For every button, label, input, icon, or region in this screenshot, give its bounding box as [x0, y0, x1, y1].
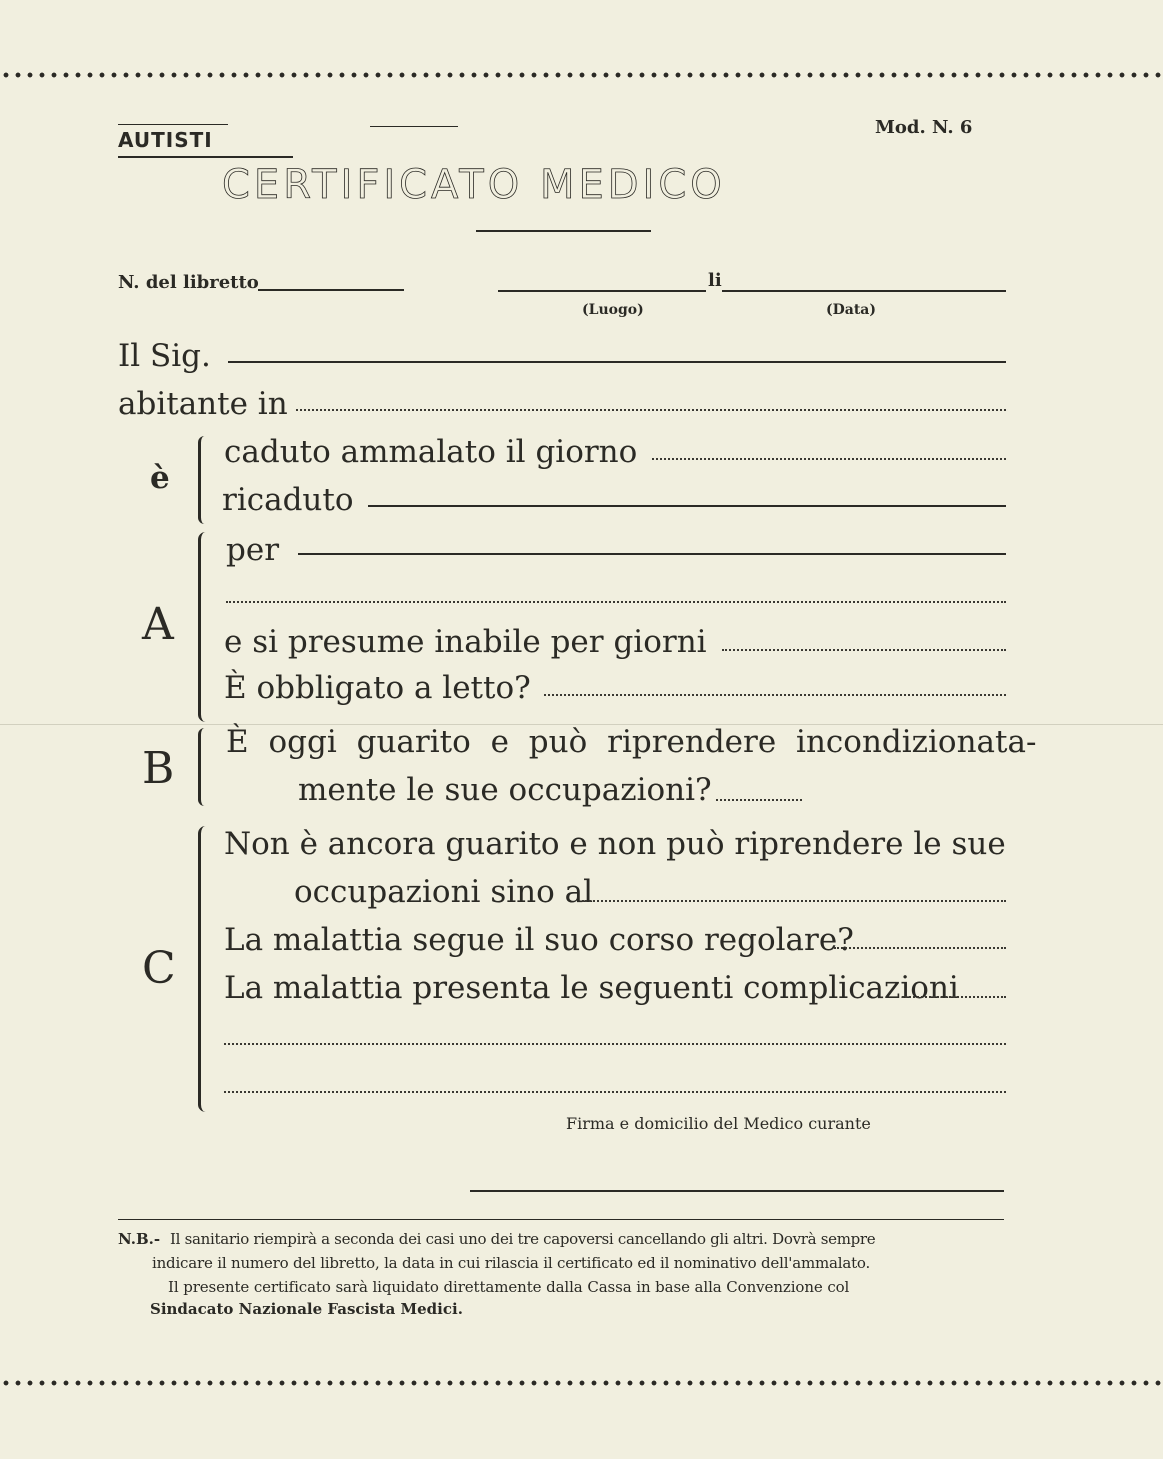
section-c-letter: C — [142, 943, 176, 994]
relapsed-date-field[interactable] — [368, 505, 1006, 507]
unable-days-label: e si presume inabile per giorni — [224, 624, 707, 660]
note-line1: Il sanitario riempirà a seconda dei casi uno dei tre capoversi cancellando gli altri. Dovrà sempre — [170, 1230, 876, 1248]
regular-course-field[interactable] — [834, 947, 1006, 949]
per-label: per — [226, 532, 280, 568]
category-overline — [118, 124, 228, 125]
header-rule — [370, 126, 458, 127]
date-caption: (Data) — [826, 302, 876, 318]
place-date-separator: li — [708, 270, 722, 291]
page-title: CERTIFICATO MEDICO — [222, 162, 726, 208]
bed-rest-field[interactable] — [544, 694, 1006, 696]
complications-field-3[interactable] — [224, 1091, 1006, 1093]
residence-label: abitante in — [118, 386, 288, 422]
fallen-ill-label: caduto ammalato il giorno — [224, 434, 638, 470]
diagnosis-field-2[interactable] — [226, 601, 1006, 603]
fall-ill-brace — [198, 436, 211, 524]
note-line3: Il presente certificato sarà liquidato direttamente dalla Cassa in base alla Convenzione col — [168, 1278, 850, 1296]
signature-caption: Firma e domicilio del Medico curante — [566, 1114, 871, 1133]
booklet-number-field[interactable] — [258, 289, 404, 291]
regular-course-label: La malattia segue il suo corso regolare? — [224, 922, 854, 958]
relapsed-label: ricaduto — [222, 482, 354, 518]
e-label: è — [150, 460, 170, 496]
note-line2: indicare il numero del libretto, la data in cui rilascia il certificato ed il nominativo dell'ammalato. — [152, 1254, 871, 1272]
complications-label: La malattia presenta le seguenti complicazioni — [224, 970, 959, 1006]
section-c-brace — [198, 826, 213, 1112]
place-field[interactable] — [498, 290, 706, 292]
section-c-line1: Non è ancora guarito e non può riprendere le sue — [224, 826, 1006, 862]
booklet-number-label: N. del libretto — [118, 272, 259, 293]
complications-field-2[interactable] — [224, 1043, 1006, 1045]
category-underline — [118, 156, 293, 158]
category-label: AUTISTI — [118, 128, 213, 152]
bottom-perforation — [0, 1380, 1163, 1386]
section-b-line1: È oggi guarito e può riprendere incondizionata- — [226, 724, 1037, 760]
note-line4: Sindacato Nazionale Fascista Medici. — [150, 1300, 463, 1318]
return-date-field[interactable] — [582, 900, 1006, 902]
note-prefix: N.B.- — [118, 1230, 161, 1248]
complications-field-1[interactable] — [902, 996, 1006, 998]
model-code: Mod. N. 6 — [875, 117, 973, 138]
title-underline — [476, 230, 651, 232]
sig-label: Il Sig. — [118, 338, 211, 374]
fallen-ill-date-field[interactable] — [652, 458, 1006, 460]
date-field[interactable] — [722, 290, 1006, 292]
section-b-line2: mente le sue occupazioni? — [298, 772, 712, 808]
section-a-brace — [198, 532, 213, 722]
section-b-letter: B — [142, 743, 175, 794]
bed-rest-label: È obbligato a letto? — [224, 670, 531, 706]
section-b-brace — [198, 728, 211, 806]
diagnosis-field-1[interactable] — [298, 553, 1006, 555]
note-rule — [118, 1219, 1004, 1220]
signature-field[interactable] — [470, 1190, 1004, 1192]
place-caption: (Luogo) — [582, 302, 644, 318]
top-perforation — [0, 72, 1163, 78]
section-c-line2: occupazioni sino al — [294, 874, 594, 910]
section-a-letter: A — [142, 599, 174, 650]
patient-name-field[interactable] — [228, 361, 1006, 363]
recovered-field[interactable] — [716, 799, 802, 801]
unable-days-field[interactable] — [722, 649, 1006, 651]
residence-field[interactable] — [296, 409, 1006, 411]
